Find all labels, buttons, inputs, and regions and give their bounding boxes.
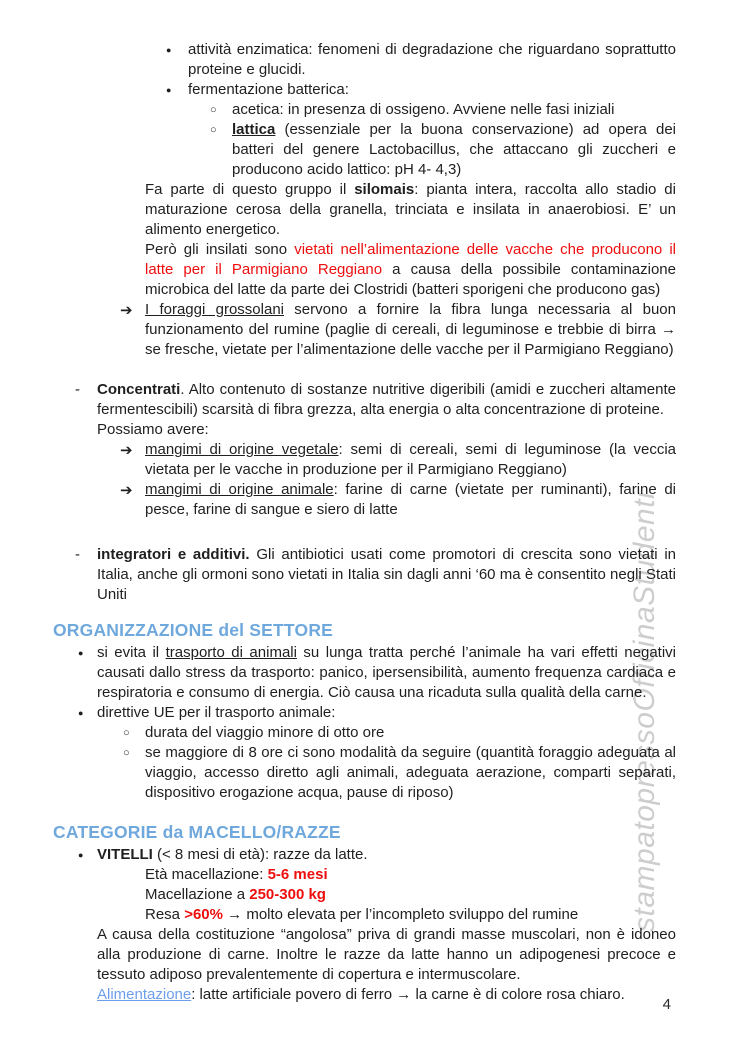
subbullet-text-rest: (essenziale per la buona conservazione) ad opera dei batteri del genere Lactobacillus, che attaccano gli zuccheri e producono acido lattico: pH 4- 4,3)	[232, 121, 676, 178]
arrow-item-text	[145, 300, 676, 360]
bullet-item-fermentazione	[166, 80, 676, 100]
bullet-text: attività enzimatica: fenomeni di degradazione che riguardano soprattutto proteine e glucidi.	[188, 41, 676, 78]
disc-bullet-icon: ●	[166, 85, 172, 95]
bullet-item-trasporto	[78, 643, 676, 703]
term-foraggi-grossolani: I foraggi grossolani	[145, 301, 284, 318]
subbullet-item-lattica	[210, 120, 676, 180]
subbullet-item-otto-ore	[123, 743, 676, 803]
bullet-item-vitelli	[78, 845, 676, 865]
arrow-item-text	[145, 480, 676, 520]
arrow-item-text-rest: : semi di cereali, semi di leguminose (la veccia vietata per le vacche in produzione per il Parmigiano Reggiano)	[145, 441, 676, 478]
arrow-item-mangimi-animale	[120, 480, 676, 520]
term-silomais: silomais	[354, 181, 415, 198]
dash-item-integratori	[75, 545, 676, 605]
paragraph-text-rest: : latte artificiale povero di ferro → la carne è di colore rosa chiaro.	[191, 986, 625, 1003]
term-mangimi-animale: mangimi di origine animale	[145, 481, 334, 498]
detail-label: Resa	[145, 906, 185, 923]
subbullet-text: acetica: in presenza di ossigeno. Avviene nelle fasi iniziali	[232, 101, 615, 118]
arrow-item-mangimi-vegetale	[120, 440, 676, 480]
bullet-text-rest: (< 8 mesi di età): razze da latte.	[152, 846, 368, 863]
subbullet-text: durata del viaggio minore di otto ore	[145, 724, 385, 741]
subbullet-text	[232, 120, 676, 180]
bullet-text: fermentazione batterica:	[188, 81, 349, 98]
disc-bullet-icon: ●	[166, 45, 172, 55]
section-heading-categorie: CATEGORIE da MACELLO/RAZZE	[53, 822, 341, 842]
section-heading-organizzazione: ORGANIZZAZIONE del SETTORE	[53, 620, 334, 640]
paragraph-insilati	[145, 240, 676, 300]
disc-bullet-icon: ●	[78, 648, 84, 658]
subbullet-item-durata	[123, 723, 676, 743]
page-number: 4	[662, 996, 671, 1013]
arrow-item-text	[145, 440, 676, 480]
term-trasporto-animali: trasporto di animali	[165, 644, 297, 661]
term-concentrati: Concentrati	[97, 381, 181, 398]
bullet-text-b: su lunga tratta perché l’animale ha vari effetti negativi causati dallo stress da trasporto: panico, ipersensibilità, aumento frequenza cardiaca e respiratoria e consumo di energia. Ciò causa una ricaduta sulla qualità della carne.	[97, 644, 676, 701]
arrow-item-text-rest: : farine di carne (vietate per ruminanti), farine di pesce, farine di sangue e siero di latte	[145, 481, 676, 518]
circle-bullet-icon: ○	[123, 727, 130, 739]
subbullet-text: se maggiore di 8 ore ci sono modalità da seguire (quantità foraggio adeguata al viaggio, accesso diretto agli animali, adeguata aerazione, comparti separati, dispositivo erogazione acqua, pause di riposo)	[145, 744, 676, 801]
bullet-text	[97, 643, 676, 703]
dash-item-concentrati	[75, 380, 676, 420]
watermark-text: stampatopressoOfficinaStudenti	[628, 491, 661, 932]
value-eta-macellazione: 5-6 mesi	[267, 866, 328, 883]
arrow-bullet-icon: ➔	[120, 441, 133, 459]
dash-item-text	[97, 545, 676, 605]
detail-label: Macellazione a	[145, 886, 250, 903]
detail-label: Età macellazione:	[145, 866, 268, 883]
circle-bullet-icon: ○	[210, 124, 217, 136]
detail-line-resa	[145, 905, 676, 925]
disc-bullet-icon: ●	[78, 850, 84, 860]
dash-bullet-icon: -	[75, 546, 80, 563]
term-vitelli: VITELLI	[97, 846, 153, 863]
value-peso-macellazione: 250-300 kg	[249, 886, 326, 903]
page-content	[53, 40, 676, 1005]
bullet-item-attivita	[166, 40, 676, 80]
term-lattica: lattica	[232, 121, 276, 138]
disc-bullet-icon: ●	[78, 708, 84, 718]
dash-item-text-rest: Gli antibiotici usati come promotori di crescita sono vietati in Italia, anche gli ormoni sono vietati in Italia sin dagli anni ‘60 ma è consentito negli Stati Uniti	[97, 546, 676, 603]
paragraph-costituzione: A causa della costituzione “angolosa” priva di grandi masse muscolari, non è idoneo alla produzione di carne. Inoltre le razze da latte hanno un adipogenesi precoce e tessuto adiposo prevalentemente di copertura e intermuscolare.	[97, 926, 676, 983]
paragraph-possiamo-avere: Possiamo avere:	[97, 421, 209, 438]
paragraph-text: : pianta intera, raccolta allo stadio di maturazione cerosa della granella, trinciata e insilata in anaerobiosi. E’ un alimento energetico.	[145, 181, 676, 238]
paragraph-text: Fa parte di questo gruppo il	[145, 181, 355, 198]
circle-bullet-icon: ○	[123, 747, 130, 759]
warning-text-red: vietati nell’alimentazione delle vacche che producono il latte per il Parmigiano Reggiano	[145, 241, 676, 278]
arrow-item-text-rest: servono a fornire la fibra lunga necessaria al buon funzionamento del rumine (paglie di cereali, di leguminose e trebbie di birra → se fresche, vietate per l’alimentazione delle vacche per il Parmigiano Reggiano)	[145, 301, 676, 358]
dash-bullet-icon: -	[75, 381, 80, 398]
paragraph-alimentazione	[97, 985, 676, 1005]
subbullet-item-acetica	[210, 100, 676, 120]
arrow-bullet-icon: ➔	[120, 301, 133, 319]
dash-item-text	[97, 380, 676, 420]
detail-text-rest: → molto elevata per l’incompleto sviluppo del rumine	[222, 906, 579, 923]
bullet-item-direttive	[78, 703, 676, 723]
bullet-text	[97, 845, 676, 865]
term-alimentazione: Alimentazione	[97, 986, 192, 1003]
paragraph-text: Però gli insilati sono	[145, 241, 295, 258]
detail-line-eta	[145, 865, 676, 885]
bullet-text: direttive UE per il trasporto animale:	[97, 704, 336, 721]
paragraph-silomais	[145, 180, 676, 240]
term-integratori: integratori e additivi.	[97, 546, 250, 563]
term-mangimi-vegetale: mangimi di origine vegetale	[145, 441, 339, 458]
arrow-item-foraggi	[120, 300, 676, 360]
circle-bullet-icon: ○	[210, 104, 217, 116]
paragraph-text: a causa della possibile contaminazione microbica del latte da parte dei Clostridi (batteri sporigeni che producono gas)	[145, 261, 676, 298]
dash-item-text-rest: . Alto contenuto di sostanze nutritive digeribili (amidi e zuccheri altamente fermentescibili) scarsità di fibra grezza, alta energia o alta concentrazione di proteine.	[97, 381, 676, 418]
value-resa: >60%	[184, 906, 223, 923]
bullet-text-a: si evita il	[97, 644, 166, 661]
detail-line-peso	[145, 885, 676, 905]
arrow-bullet-icon: ➔	[120, 481, 133, 499]
